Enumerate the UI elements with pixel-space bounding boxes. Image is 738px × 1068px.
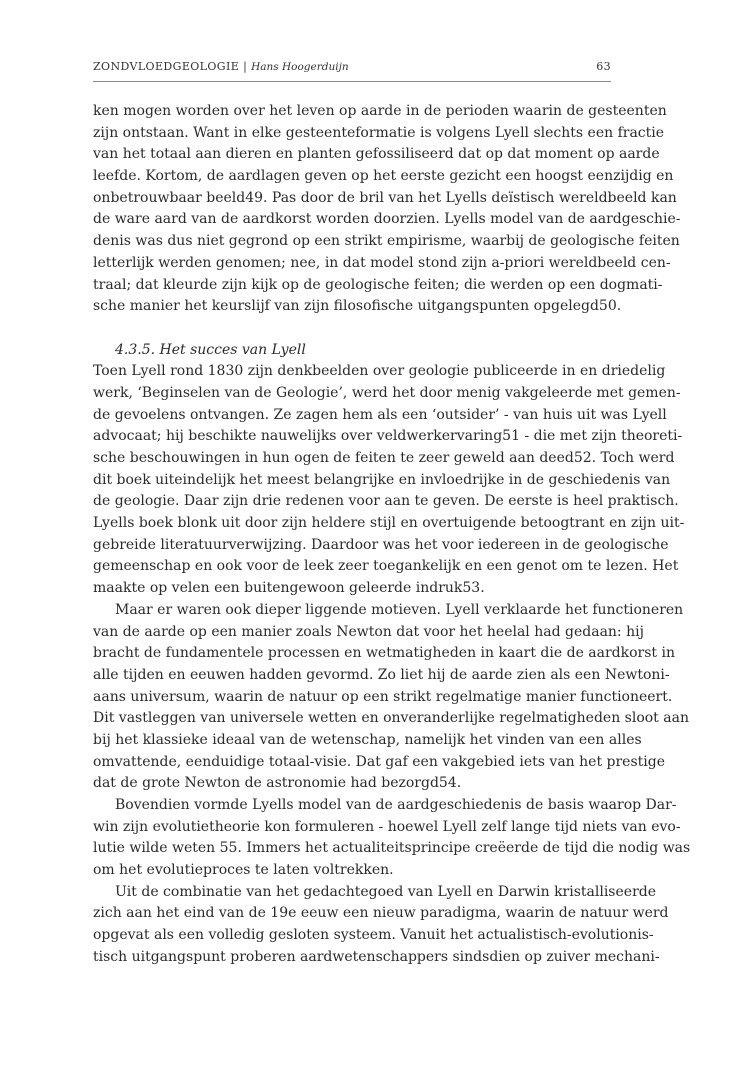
text-line: de ware aard van de aardkorst worden doorzien. Lyells model van de aardgeschie- [93,211,681,228]
text-line: win zijn evolutietheorie kon formuleren - hoewel Lyell zelf lange tijd niets van evo- [93,818,681,835]
text-line: traal; dat kleurde zijn kijk op de geologische feiten; die werden op een dogmati- [93,276,663,293]
text-line: onbetrouwbaar beeld49. Pas door de bril van het Lyells deïstisch wereldbeeld kan [93,189,677,206]
text-line: dit boek uiteindelijk het meest belangrijke en invloedrijke in de geschiedenis van [93,471,671,488]
text-line: maakte op velen een buitengewoon geleerde indruk53. [93,580,485,597]
text-line: de geologie. Daar zijn drie redenen voor aan te geven. De eerste is heel praktisch. [93,493,679,510]
text-line: bracht de fundamentele processen en wetmatigheden in kaart die de aardkorst in [93,645,676,662]
text-line: sche beschouwingen in hun ogen de feiten te zeer geweld aan deed52. Toch werd [93,450,675,466]
text-line: letterlijk werden genomen; nee, in dat model stond zijn a-priori wereldbeeld cen- [93,254,671,271]
text-line: denis was dus niet gegrond op een strikt empirisme, waarbij de geologische feiten [93,233,680,250]
text-line: Bovendien vormde Lyells model van de aardgeschiedenis de basis waarop Dar- [115,797,677,813]
paragraph-gap [93,318,611,340]
text-line: van de aarde op een manier zoals Newton dat voor het heelal had gedaan: hij [93,623,644,640]
header-author: Hans Hoogerduijn [251,61,349,73]
text-line: gemeenschap en ook voor de leek zeer toegankelijk en een genot om te lezen. Het [93,558,679,575]
page-number: 63 [596,60,611,73]
text-line: Uit de combinatie van het gedachtegoed van Lyell en Darwin kristalliseerde [115,883,657,900]
section-heading: 4.3.5. Het succes van Lyell [115,341,306,358]
text-line: zijn ontstaan. Want in elke gesteenteformatie is volgens Lyell slechts een fractie [93,124,665,141]
text-line: om het evolutieproces te laten voltrekken. [93,862,394,879]
header-rule [93,81,611,82]
running-title: ZONDVLOEDGEOLOGIE [93,60,240,73]
text-line: alle tijden en eeuwen hadden gevormd. Zo liet hij de aarde zien als een Newtoni- [93,666,670,683]
text-line: Lyells boek blonk uit door zijn heldere stijl en overtuigende betoogtrant en zijn uit- [93,515,685,532]
text-line: omvattende, eenduidige totaal-visie. Dat gaf een vakgebied iets van het prestige [93,753,666,770]
running-title-group [93,60,349,73]
text-line: opgevat als een volledig gesloten systeem. Vanuit het actualistisch-evolutionis- [93,927,654,944]
text-line: ken mogen worden over het leven op aarde in de perioden waarin de gesteenten [93,103,667,119]
text-line: bij het klassieke ideaal van de wetenschap, namelijk het vinden van een alles [93,731,642,748]
text-line: Maar er waren ook dieper liggende motieven. Lyell verklaarde het functioneren [115,601,684,618]
text-line: van het totaal aan dieren en planten gefossiliseerd dat op dat moment op aarde [93,146,660,163]
text-line: aans universum, waarin de natuur op een strikt regelmatige manier functioneert. [93,688,673,705]
text-line: leefde. Kortom, de aardlagen geven op het eerste gezicht een hoogst eenzijdig en [93,168,674,185]
text-line: Dit vastleggen van universele wetten en onveranderlijke regelmatigheden sloot aan [93,710,689,727]
header-separator: | [243,60,248,73]
text-line: werk, ‘Beginselen van de Geologie’, werd het door menig vakgeleerde met gemen- [93,384,681,401]
text-line: gebreide literatuurverwijzing. Daardoor was het voor iedereen in de geologische [93,536,669,553]
text-line: tisch uitgangspunt proberen aardwetenschappers sindsdien op zuiver mechani- [93,948,660,965]
text-line: dat de grote Newton de astronomie had bezorgd54. [93,775,462,792]
paragraph [93,361,685,600]
body-text [93,101,691,969]
text-line: lutie wilde weten 55. Immers het actualiteitsprincipe creëerde de tijd die nodig was [93,840,691,857]
paragraph [93,101,681,318]
paragraph [93,600,689,795]
text-line: sche manier het keurslijf van zijn filosofische uitgangspunten opgelegd50. [93,298,622,315]
text-line: zich aan het eind van de 19e eeuw een nieuw paradigma, waarin de natuur werd [93,905,669,922]
paragraph [93,795,691,882]
text-line: advocaat; hij beschikte nauwelijks over veldwerkervaring51 - die met zijn theoreti- [93,428,683,445]
running-header [93,60,611,76]
text-line: de gevoelens ontvangen. Ze zagen hem als een ‘outsider’ - van huis uit was Lyell [93,406,667,423]
text-line: Toen Lyell rond 1830 zijn denkbeelden over geologie publiceerde in en driedelig [93,363,666,380]
paragraph [93,882,669,969]
